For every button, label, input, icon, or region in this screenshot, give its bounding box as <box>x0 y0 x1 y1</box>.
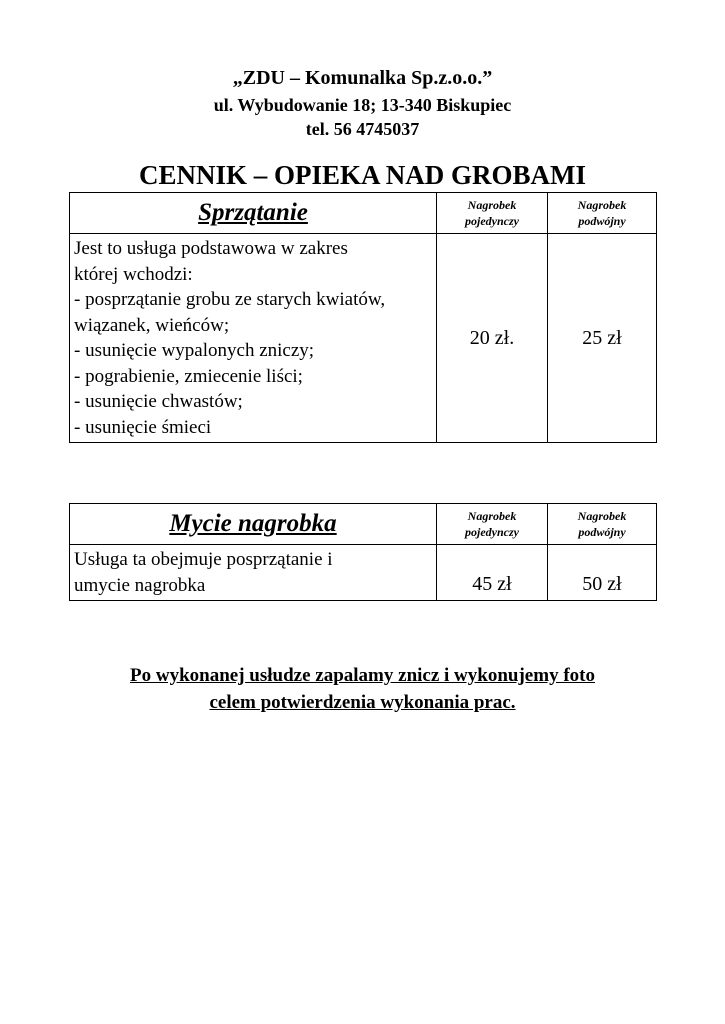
column-header-double <box>548 504 657 545</box>
column-header-line: Nagrobek <box>467 509 517 523</box>
column-header-line: Nagrobek <box>467 198 517 212</box>
price-single: 20 zł. <box>437 234 548 443</box>
description-line: umycie nagrobka <box>74 574 206 596</box>
footer-note <box>0 662 725 716</box>
column-header-line: pojedynczy <box>465 525 519 539</box>
section-title: Sprzątanie <box>70 193 437 234</box>
page-title: CENNIK – OPIEKA NAD GROBAMI <box>138 160 587 190</box>
footer-line: Po wykonanej usłudze zapalamy znicz i wykonujemy foto <box>130 665 595 686</box>
description-line: - pograbienie, zmiecenie liści; <box>74 365 303 387</box>
company-name: „ZDU – Komunalka Sp.z.o.o.” <box>232 67 493 89</box>
description-line: wiązanek, wieńców; <box>74 314 230 336</box>
description-line: Usługa ta obejmuje posprzątanie i <box>74 549 333 570</box>
service-description <box>70 234 437 443</box>
column-header-single <box>437 193 548 234</box>
price-double: 25 zł <box>548 234 657 443</box>
description-line: Jest to usługa podstawowa w zakres <box>74 238 348 259</box>
company-address: ul. Wybudowanie 18; 13-340 Biskupiec <box>213 95 512 115</box>
column-header-single <box>437 504 548 545</box>
section-title: Mycie nagrobka <box>70 504 437 545</box>
column-header-line: Nagrobek <box>577 509 627 523</box>
description-line: - usunięcie chwastów; <box>74 391 243 412</box>
column-header-line: podwójny <box>578 214 626 228</box>
price-single: 45 zł <box>437 545 548 601</box>
description-line: - posprzątanie grobu ze starych kwiatów, <box>74 289 386 310</box>
description-line: - usunięcie wypalonych zniczy; <box>74 340 315 361</box>
description-line: - usunięcie śmieci <box>74 416 212 438</box>
price-table-washing <box>69 503 657 601</box>
column-header-line: Nagrobek <box>577 198 627 212</box>
column-header-double <box>548 193 657 234</box>
company-phone: tel. 56 4745037 <box>305 119 420 139</box>
column-header-line: pojedynczy <box>465 214 519 228</box>
description-line: której wchodzi: <box>74 263 193 285</box>
price-table-cleaning <box>69 192 657 443</box>
price-double: 50 zł <box>548 545 657 601</box>
service-description <box>70 545 437 601</box>
footer-line: celem potwierdzenia wykonania prac. <box>209 692 516 713</box>
column-header-line: podwójny <box>578 525 626 539</box>
